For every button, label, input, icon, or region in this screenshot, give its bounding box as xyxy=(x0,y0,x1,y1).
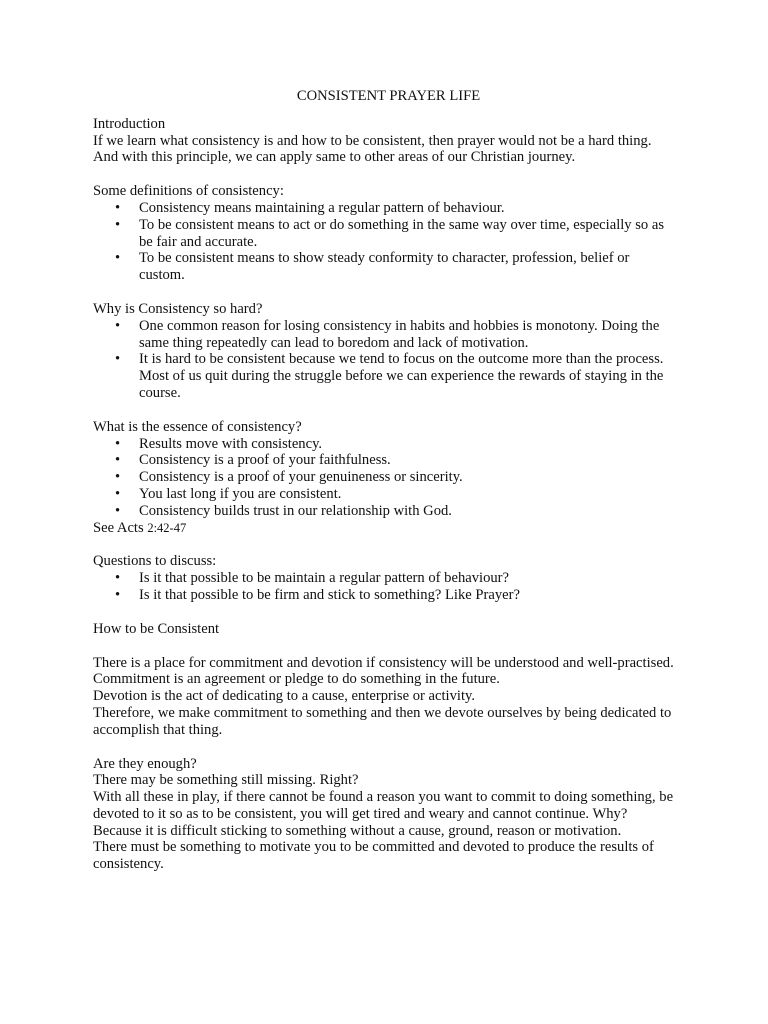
list-item xyxy=(93,570,678,587)
bullet-icon: • xyxy=(115,452,121,469)
intro-heading: Introduction xyxy=(93,115,166,132)
bullet-icon: • xyxy=(115,250,121,267)
how-to-paragraph: Therefore, we make commitment to something and then we devote ourselves by being dedicated to accomplish that thing. xyxy=(93,704,672,738)
list-item xyxy=(93,452,678,469)
section-gap xyxy=(93,402,678,419)
bullet-icon: • xyxy=(115,199,121,216)
list-item-text: To be consistent means to show steady conformity to character, profession, belief or custom. xyxy=(139,250,630,284)
bullet-icon: • xyxy=(115,586,121,603)
essence-heading: What is the essence of consistency? xyxy=(93,418,302,435)
scripture-reference xyxy=(93,520,678,537)
list-item xyxy=(93,587,678,604)
section-gap xyxy=(93,604,678,621)
definitions-heading: Some definitions of consistency: xyxy=(93,183,284,200)
bullet-icon: • xyxy=(115,570,121,587)
definitions-list xyxy=(93,200,678,284)
how-to-paragraph: There is a place for commitment and devotion if consistency will be understood and well-practised. xyxy=(93,654,674,671)
list-item-text: Consistency means maintaining a regular pattern of behaviour. xyxy=(139,199,505,216)
enough-heading: Are they enough? xyxy=(93,755,197,772)
questions-heading: Questions to discuss: xyxy=(93,553,217,570)
list-item-text: Results move with consistency. xyxy=(139,435,323,452)
enough-paragraph: With all these in play, if there cannot be found a reason you want to commit to doing something, be devoted to it so as to be consistent, you will get tired and weary and cannot continue. Why? Because it is difficult sticking to something without a cause, ground, reason or motivation. xyxy=(93,789,674,839)
list-item xyxy=(93,318,678,352)
how-to-paragraph: Commitment is an agreement or pledge to do something in the future. xyxy=(93,671,500,688)
bullet-icon: • xyxy=(115,435,121,452)
bullet-icon: • xyxy=(115,469,121,486)
list-item xyxy=(93,351,678,401)
how-to-paragraph: Devotion is the act of dedicating to a cause, enterprise or activity. xyxy=(93,688,476,705)
list-item xyxy=(93,436,678,453)
bullet-icon: • xyxy=(115,485,121,502)
bullet-icon: • xyxy=(115,317,121,334)
enough-paragraph: There may be something still missing. Right? xyxy=(93,772,359,789)
intro-paragraph: If we learn what consistency is and how to be consistent, then prayer would not be a hard thing. And with this principle, we can apply same to other areas of our Christian journey. xyxy=(93,132,652,166)
list-item-text: You last long if you are consistent. xyxy=(139,485,342,502)
section-gap xyxy=(93,166,678,183)
essence-list xyxy=(93,436,678,520)
list-item-text: Consistency is a proof of your faithfulness. xyxy=(139,452,391,469)
bullet-icon: • xyxy=(115,502,121,519)
list-item-text: To be consistent means to act or do something in the same way over time, especially so as be fair and accurate. xyxy=(139,216,665,250)
questions-list xyxy=(93,570,678,604)
list-item xyxy=(93,250,678,284)
list-item xyxy=(93,503,678,520)
bullet-icon: • xyxy=(115,351,121,368)
enough-paragraph: There must be something to motivate you to be committed and devoted to produce the results of consistency. xyxy=(93,839,654,873)
section-gap xyxy=(93,739,678,756)
document-content xyxy=(93,88,678,873)
section-gap xyxy=(93,536,678,553)
why-hard-heading: Why is Consistency so hard? xyxy=(93,300,263,317)
section-gap xyxy=(93,638,678,655)
list-item-text: Consistency is a proof of your genuineness or sincerity. xyxy=(139,469,463,486)
scripture-reference-prefix: See Acts xyxy=(93,519,144,536)
list-item-text: It is hard to be consistent because we tend to focus on the outcome more than the process. Most of us quit during the struggle before we can experience the rewards of staying in the course. xyxy=(139,351,664,401)
list-item-text: One common reason for losing consistency in habits and hobbies is monotony. Doing the same thing repeatedly can lead to boredom and lack of motivation. xyxy=(139,317,660,351)
how-to-heading: How to be Consistent xyxy=(93,620,220,637)
scripture-reference-verse: 2:42-47 xyxy=(147,520,187,535)
why-hard-list xyxy=(93,318,678,402)
list-item-text: Is it that possible to be firm and stick to something? Like Prayer? xyxy=(139,586,520,603)
list-item-text: Is it that possible to be maintain a regular pattern of behaviour? xyxy=(139,570,509,587)
document-title: CONSISTENT PRAYER LIFE xyxy=(296,88,481,104)
list-item xyxy=(93,486,678,503)
list-item xyxy=(93,217,678,251)
list-item xyxy=(93,469,678,486)
list-item-text: Consistency builds trust in our relationship with God. xyxy=(139,502,452,519)
list-item xyxy=(93,200,678,217)
bullet-icon: • xyxy=(115,216,121,233)
section-gap xyxy=(93,284,678,301)
